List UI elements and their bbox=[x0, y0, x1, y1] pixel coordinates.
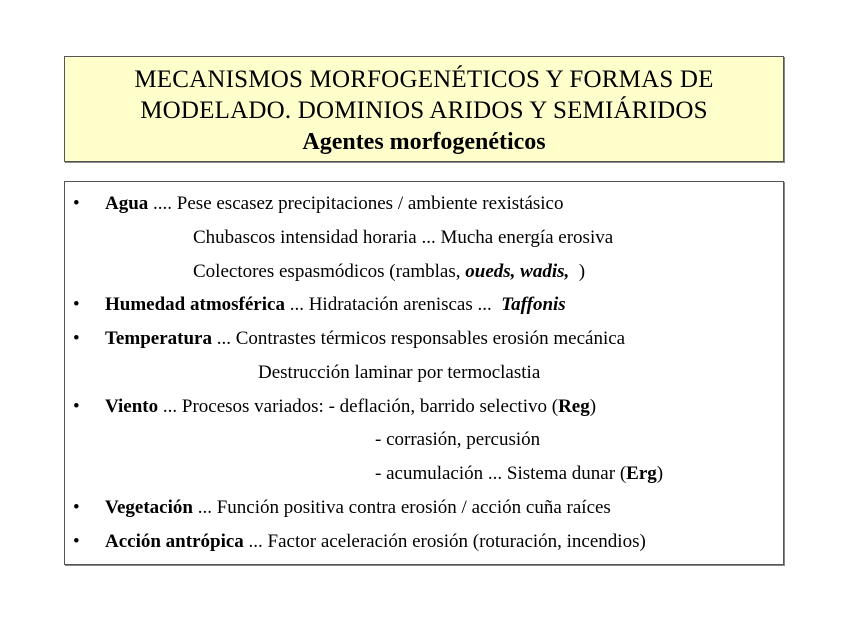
title-line-2: MODELADO. DOMINIOS ARIDOS Y SEMIÁRIDOS bbox=[140, 97, 708, 124]
text-viento-3-bold: Erg bbox=[626, 463, 657, 484]
title-line-1: MECANISMOS MORFOGENÉTICOS Y FORMAS DE bbox=[134, 66, 714, 93]
text-vegetacion: ... Función positiva contra erosión / acción cuña raíces bbox=[192, 497, 611, 518]
text-agua-2: Chubascos intensidad horaria ... Mucha energía erosiva bbox=[193, 227, 614, 248]
text-temperatura-2: Destrucción laminar por termoclastia bbox=[258, 362, 541, 383]
content-box bbox=[64, 181, 784, 565]
text-viento-3-pre: - acumulación ... Sistema dunar ( bbox=[375, 463, 627, 484]
bullet: • bbox=[73, 328, 80, 349]
label-viento: Viento bbox=[105, 396, 159, 417]
text-agua-3-post: ) bbox=[569, 261, 586, 282]
subtitle: Agentes morfogenéticos bbox=[302, 129, 546, 155]
bullet: • bbox=[73, 531, 80, 552]
text-agua-3-pre: Colectores espasmódicos (ramblas, bbox=[193, 261, 466, 282]
text-agua-3-em: oueds, wadis, bbox=[465, 261, 570, 282]
text-temperatura: ... Contrastes térmicos responsables erosión mecánica bbox=[211, 328, 626, 349]
text-viento-3-post: ) bbox=[656, 463, 664, 484]
text-humedad-em: Taffonis bbox=[501, 294, 566, 315]
text-viento-1-bold: Reg bbox=[558, 396, 590, 417]
label-humedad: Humedad atmosférica bbox=[105, 294, 285, 315]
bullet: • bbox=[73, 396, 80, 417]
bullet: • bbox=[73, 294, 80, 315]
label-temperatura: Temperatura bbox=[105, 328, 212, 349]
label-antropica: Acción antrópica bbox=[105, 531, 244, 552]
text-viento-1-post: ) bbox=[589, 396, 597, 417]
text-viento-1-pre: ... Procesos variados: - deflación, barrido selectivo ( bbox=[158, 396, 559, 417]
bullet: • bbox=[73, 497, 80, 518]
title-box bbox=[64, 56, 784, 162]
label-agua: Agua bbox=[105, 193, 149, 214]
label-vegetacion: Vegetación bbox=[105, 497, 193, 518]
text-viento-2: - corrasión, percusión bbox=[375, 429, 541, 450]
text-antropica: ... Factor aceleración erosión (roturación, incendios) bbox=[243, 531, 646, 552]
bullet: • bbox=[73, 193, 80, 214]
text-agua-1: .... Pese escasez precipitaciones / ambiente rexistásico bbox=[148, 193, 564, 214]
text-humedad: ... Hidratación areniscas ... bbox=[284, 294, 502, 315]
